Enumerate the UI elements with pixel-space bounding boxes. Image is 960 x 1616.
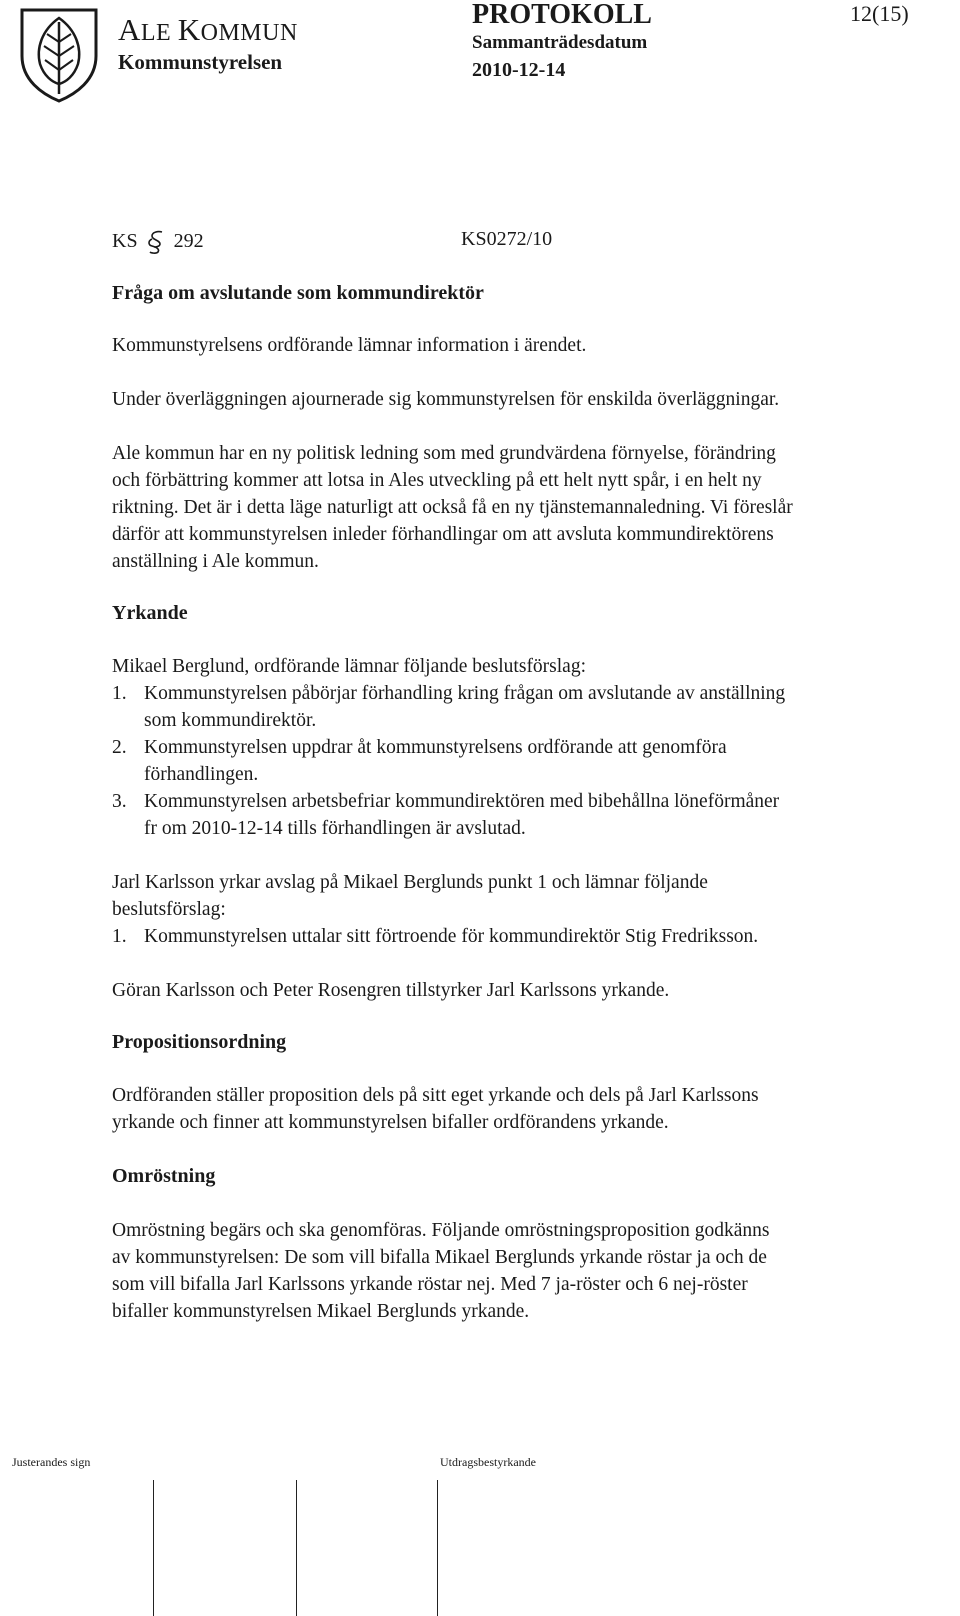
item-text: Kommunstyrelsen uttalar sitt förtroende för kommundirektör Stig Fredriksson. — [144, 926, 759, 947]
item-text: Kommunstyrelsen uppdrar åt kommunstyrelsens ordförande att genomföra — [144, 737, 727, 758]
text-line: som vill bifalla Jarl Karlssons yrkande röstar nej. Med 7 ja-röster och 6 nej-röster — [112, 1274, 748, 1295]
organization-name: ALE KOMMUN — [118, 12, 298, 47]
signature-label: Justerandes sign — [12, 1455, 91, 1469]
document-type: PROTOKOLL — [472, 0, 652, 30]
support-statement: Göran Karlsson och Peter Rosengren tillstyrker Jarl Karlssons yrkande. — [112, 980, 670, 1001]
paragraph-adjournment: Under överläggningen ajournerade sig kommunstyrelsen för enskilda överläggningar. — [112, 389, 780, 410]
extract-certification-label: Utdragsbestyrkande — [440, 1455, 536, 1469]
item-number: 1. — [112, 683, 127, 704]
text-line: Omröstning begärs och ska genomföras. Följande omröstningsproposition godkänns — [112, 1220, 770, 1241]
para-number: 292 — [173, 230, 204, 252]
paragraph-background — [112, 440, 912, 575]
page-number: 12(15) — [850, 1, 909, 26]
section-sign-icon — [142, 229, 170, 255]
counter-proposal-item-1 — [112, 923, 902, 950]
proposal-item-2 — [112, 734, 902, 788]
item-text: Kommunstyrelsen påbörjar förhandling kring frågan om avslutande av anställning — [144, 683, 786, 704]
text-line: Ordföranden ställer proposition dels på sitt eget yrkande och dels på Jarl Karlssons — [112, 1085, 759, 1106]
meeting-date: 2010-12-14 — [472, 59, 566, 81]
paragraph-information: Kommunstyrelsens ordförande lämnar information i ärendet. — [112, 335, 587, 356]
text-line: och förbättring kommer att lotsa in Ales utveckling på ett helt nytt spår, i en helt ny — [112, 470, 762, 491]
item-text-continued: fr om 2010-12-14 tills förhandlingen är avslutad. — [144, 818, 526, 839]
signature-box-divider — [437, 1480, 438, 1616]
text-line: beslutsförslag: — [112, 899, 226, 920]
counter-proposal — [112, 869, 912, 923]
municipality-logo — [14, 4, 104, 104]
case-title: Fråga om avslutande som kommundirektör — [112, 282, 484, 304]
text-line: därför att kommunstyrelsen inleder förhandlingar om att avsluta kommundirektörens — [112, 524, 774, 545]
department-name: Kommunstyrelsen — [118, 50, 283, 74]
leaf-shield-icon — [14, 4, 104, 104]
item-text-continued: förhandlingen. — [144, 764, 259, 785]
vote-text — [112, 1217, 912, 1325]
text-line: Jarl Karlsson yrkar avslag på Mikael Berglunds punkt 1 och lämnar följande — [112, 872, 708, 893]
text-line: av kommunstyrelsen: De som vill bifalla Mikael Berglunds yrkande röstar ja och de — [112, 1247, 767, 1268]
section-heading-yrkande: Yrkande — [112, 602, 188, 624]
item-number: 2. — [112, 737, 127, 758]
proposal-item-3 — [112, 788, 902, 842]
section-heading-vote: Omröstning — [112, 1165, 216, 1187]
text-line: riktning. Det är i detta läge naturligt att också få en ny tjänstemannaledning. Vi föreslår — [112, 497, 793, 518]
signature-box-divider — [153, 1480, 154, 1616]
item-text-continued: som kommundirektör. — [144, 710, 317, 731]
proposition-text — [112, 1082, 912, 1136]
item-number: 3. — [112, 791, 127, 812]
case-registration-number: KS0272/10 — [461, 228, 553, 250]
item-number: 1. — [112, 926, 127, 947]
date-label: Sammanträdesdatum — [472, 32, 648, 53]
section-heading-proposition: Propositionsordning — [112, 1031, 287, 1053]
proposal-item-1 — [112, 680, 902, 734]
proposal-intro: Mikael Berglund, ordförande lämnar följande beslutsförslag: — [112, 656, 587, 677]
case-prefix: KS — [112, 230, 138, 252]
text-line: anställning i Ale kommun. — [112, 551, 319, 572]
item-text: Kommunstyrelsen arbetsbefriar kommundirektören med bibehållna löneförmåner — [144, 791, 780, 812]
text-line: bifaller kommunstyrelsen Mikael Berglunds yrkande. — [112, 1301, 530, 1322]
signature-box-divider — [296, 1480, 297, 1616]
text-line: Ale kommun har en ny politisk ledning som med grundvärdena förnyelse, förändring — [112, 443, 776, 464]
text-line: yrkande och finner att kommunstyrelsen bifaller ordförandens yrkande. — [112, 1112, 669, 1133]
